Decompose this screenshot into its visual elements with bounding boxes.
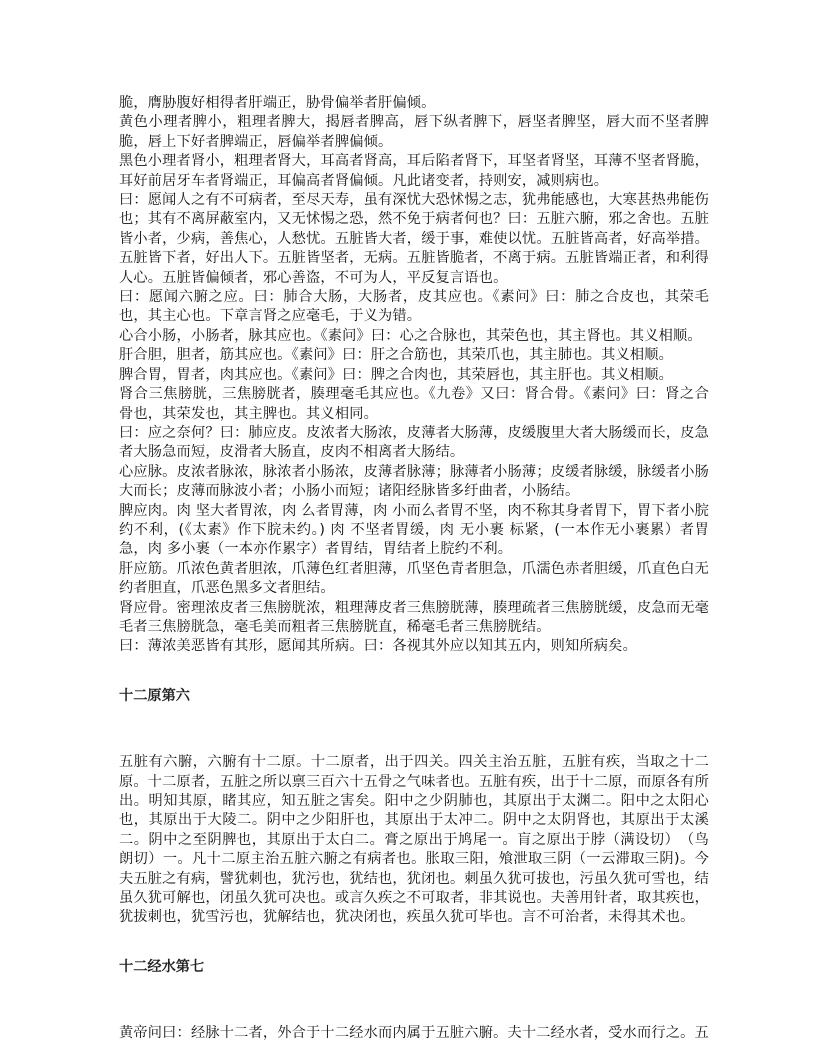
document-page [119, 94, 709, 1044]
paragraph-liver-sinew-response: 肝应筋。爪浓色黄者胆浓，爪薄色红者胆薄，爪坚色青者胆急，爪濡色赤者胆缓，爪直色白无约者胆直，爪恶色黑多文者胆结。 [119, 560, 709, 597]
paragraph-five-viscera-dialogue: 曰：愿闻人之有不可病者，至尽天寿，虽有深忧大恐怵惕之志，犹弗能感也，大寒甚热弗能伤也；其有不离屏蔽室内，又无怵惕之恐，然不免于病者何也？曰：五脏六腑，邪之舍也。五脏皆小者，少病，善焦心，人愁忧。五脏皆大者，缓于事，难使以忧。五脏皆高者，好高举措。五脏皆下者，好出人下。五脏皆坚者，无病。五脏皆脆者，不离于病。五脏皆端正者，和利得人心。五脏皆偏倾者，邪心善盗，不可为人，平反复言语也。 [119, 192, 709, 286]
spacer [119, 657, 709, 687]
paragraph-lung-large-intestine: 曰：愿闻六腑之应。曰：肺合大肠，大肠者，皮其应也。《素问》曰：肺之合皮也，其荣毛也，其主心也。下章言肾之应毫毛，于义为错。 [119, 289, 709, 325]
paragraph-twelve-sources: 五脏有六腑，六腑有十二原。十二原者，出于四关。四关主治五脏，五脏有疾，当取之十二原。十二原者，五脏之所以禀三百六十五骨之气味者也。五脏有疾，出于十二原，而原各有所出。明知其原，睹其应，知五脏之害矣。阳中之少阴肺也，其原出于太渊二。阳中之太阳心也，其原出于大陵二。阴中之少阳肝也，其原出于太冲二。阴中之太阴肾也，其原出于太溪二。阴中之至阴脾也，其原出于太白二。膏之原出于鸠尾一。肓之原出于脖（满设切） （鸟朗切）一。凡十二原主治五脏六腑之有病者也。胀取三阳，飧泄取三阴（一云滞取三阴)。今夫五脏之有病，譬犹刺也，犹污也，犹结也，犹闭也。刺虽久犹可拔也，污虽久犹可雪也，结虽久犹可解也，闭虽久犹可决也。或言久疾之不可取者，非其说也。夫善用针者，取其疾也，犹拔刺也，犹雪污也，犹解结也，犹决闭也，疾虽久犹可毕也。言不可治者，未得其术也。 [119, 754, 709, 926]
paragraph-liver-gallbladder: 肝合胆，胆者，筋其应也。《素问》曰：肝之合筋也，其荣爪也，其主肺也。其义相顺。 [119, 347, 674, 364]
paragraph-lung-skin-response: 曰：应之奈何？曰：肺应皮。皮浓者大肠浓，皮薄者大肠薄，皮缓腹里大者大肠缓而长，皮急者大肠急而短，皮滑者大肠直，皮肉不相离者大肠结。 [119, 424, 709, 461]
paragraph-closing-question: 曰：薄浓美恶皆有其形，愿闻其所病。曰：各视其外应以知其五内，则知所病矣。 [119, 638, 637, 655]
paragraph-spleen-stomach: 脾合胃，胃者，肉其应也。《素问》曰：脾之合肉也，其荣唇也，其主肝也。其义相顺。 [119, 366, 674, 383]
spacer [119, 706, 709, 753]
section-heading-twelve-sources: 十二原第六 [119, 687, 190, 704]
paragraph-kidney-traits: 黑色小理者肾小，粗理者肾大，耳高者肾高，耳后陷者肾下，耳坚者肾坚，耳薄不坚者肾脆，耳好前居牙车者肾端正，耳偏高者肾偏倾。凡此诸变者，持则安，减则病也。 [119, 153, 709, 189]
paragraph-heart-pulse-response: 心应脉。皮浓者脉浓，脉浓者小肠浓，皮薄者脉薄；脉薄者小肠薄；皮缓者脉缓，脉缓者小肠大而长；皮薄而脉波小者；小肠小而短；诸阳经脉皆多纡曲者，小肠结。 [119, 463, 709, 500]
paragraph-heart-small-intestine: 心合小肠，小肠者，脉其应也。《素问》曰：心之合脉也，其荣色也，其主肾也。其义相顺。 [119, 327, 702, 344]
paragraph-spleen-traits: 黄色小理者脾小，粗理者脾大，揭唇者脾高，唇下纵者脾下，唇坚者脾坚，唇大而不坚者脾脆，唇上下好者脾端正，唇偏举者脾偏倾。 [119, 114, 709, 150]
spacer [119, 977, 709, 1024]
paragraph-twelve-channel-waters: 黄帝问曰：经脉十二者，外合于十二经水而内属于五脏六腑。夫十二经水者，受水而行之。五 [119, 1025, 709, 1042]
spacer [119, 928, 709, 958]
paragraph-spleen-flesh-response: 脾应肉。肉 坚大者胃浓，肉 么者胃薄，肉 小而么者胃不坚，肉不称其身者胃下，胃下者小脘约不利，(《太素》作下脘未约。) 肉 不坚者胃缓，肉 无小裹 标紧，(一本作无小裹累）者胃急，肉 多小裹（一本亦作累字）者胃结，胃结者上脘约不利。 [119, 502, 709, 558]
paragraph-kidney-bone-response: 肾应骨。密理浓皮者三焦膀胱浓，粗理薄皮者三焦膀胱薄，腠理疏者三焦膀胱缓，皮急而无毫毛者三焦膀胱急，毫毛美而粗者三焦膀胱直，稀毫毛者三焦膀胱结。 [119, 599, 709, 635]
paragraph-liver-position: 脆，膺胁腹好相得者肝端正，胁骨偏举者肝偏倾。 [119, 95, 436, 111]
section-heading-twelve-channel-waters: 十二经水第七 [119, 958, 205, 975]
paragraph-kidney-triple-burner: 肾合三焦膀胱，三焦膀胱者，腠理毫毛其应也。《九卷》又曰：肾合骨。《素问》曰：肾之合骨也，其荣发也，其主脾也。其义相同。 [119, 386, 709, 422]
